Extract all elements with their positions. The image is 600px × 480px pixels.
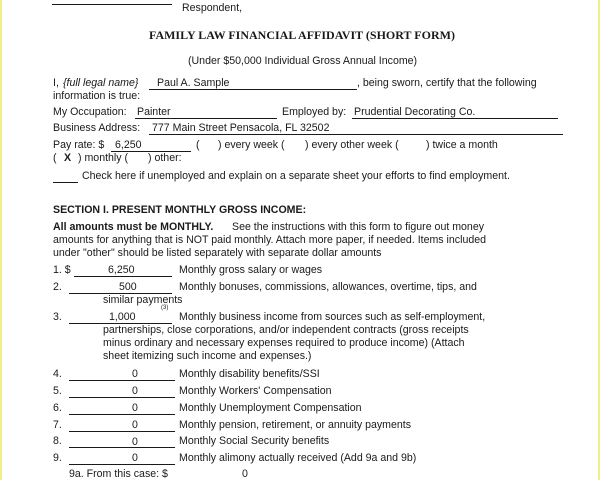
item-label: Monthly business income from sources such as self-employment, — [179, 311, 486, 323]
item-label: Monthly Unemployment Compensation — [179, 402, 362, 414]
item-label: Monthly bonuses, commissions, allowances, overtime, tips, and — [179, 281, 477, 293]
amount-field[interactable]: 1,000 — [109, 311, 136, 323]
amount-field[interactable]: 0 — [132, 419, 138, 431]
amount-line — [74, 276, 172, 277]
item-9a-label: 9a. From this case: $ — [69, 468, 168, 480]
unemployed-text: Check here if unemployed and explain on a separate sheet your efforts to find employment. — [82, 170, 510, 182]
payrate-field[interactable]: 6,250 — [115, 139, 142, 151]
unemployed-checkbox-line[interactable] — [53, 182, 78, 183]
monthly-checkmark[interactable]: X — [64, 152, 72, 164]
item-label: Monthly Social Security benefits — [179, 435, 330, 447]
amount-field[interactable]: 500 — [119, 281, 137, 293]
twice-month-option[interactable]: ) twice a month — [426, 139, 498, 151]
document-subtitle: (Under $50,000 Individual Gross Annual Income) — [188, 55, 418, 67]
amount-field[interactable]: 0 — [132, 436, 138, 448]
address-label: Business Address: — [53, 122, 141, 134]
amount-line — [69, 431, 175, 432]
footnote-marker: (3) — [161, 305, 169, 311]
name-field[interactable]: Paul A. Sample — [157, 77, 230, 89]
amount-field[interactable]: 0 — [132, 385, 138, 397]
item-number: 7. — [53, 419, 62, 431]
amount-field[interactable]: 0 — [132, 402, 138, 414]
employed-label: Employed by: — [282, 106, 347, 118]
respondent-label: Respondent, — [182, 2, 243, 14]
employer-line — [352, 118, 558, 119]
sworn-text: , being sworn, certify that the following — [357, 77, 537, 89]
amount-line — [69, 397, 175, 398]
item-number: 6. — [53, 402, 62, 414]
occupation-line — [135, 118, 277, 119]
section1-heading: SECTION I. PRESENT MONTHLY GROSS INCOME: — [53, 204, 307, 216]
amount-line — [69, 464, 175, 465]
item-number: 9. — [53, 452, 62, 464]
item-label-continued: minus ordinary and necessary expenses required to produce income) (Attach — [103, 337, 465, 349]
item-label: Monthly disability benefits/SSI — [179, 368, 320, 380]
item-number: 8. — [53, 435, 62, 447]
name-field-line — [149, 89, 357, 90]
occupation-label: My Occupation: — [53, 106, 127, 118]
item-number: 5. — [53, 385, 62, 397]
every-week-option[interactable]: ) every week ( — [218, 139, 285, 151]
address-line — [149, 134, 563, 135]
item-label: Monthly alimony actually received (Add 9a and 9b) — [179, 452, 417, 464]
item-label-continued: partnerships, close corporations, and/or independent contracts (gross receipts — [103, 324, 469, 336]
amount-field[interactable]: 0 — [132, 368, 138, 380]
item-9a-amount[interactable]: 0 — [242, 468, 248, 480]
item-label: Monthly pension, retirement, or annuity payments — [179, 419, 412, 431]
instructions-line-2: amounts for anything that is NOT paid monthly. Attach more paper, if needed. Items included — [53, 234, 487, 246]
payrate-label: Pay rate: $ — [53, 139, 105, 151]
every-other-week-option[interactable]: ) every other week ( — [305, 139, 399, 151]
amount-line — [69, 447, 175, 448]
amount-line — [69, 380, 175, 381]
item-label: Monthly Workers' Compensation — [179, 385, 332, 397]
address-field[interactable]: 777 Main Street Pensacola, FL 32502 — [152, 122, 330, 134]
i-label: I, — [53, 77, 59, 89]
amount-line — [69, 414, 175, 415]
item-number: 2. — [53, 281, 62, 293]
occupation-field[interactable]: Painter — [137, 106, 171, 118]
sworn-text-2: information is true: — [53, 90, 141, 102]
document-title: FAMILY LAW FINANCIAL AFFIDAVIT (SHORT FORM) — [149, 28, 455, 42]
monthly-bold-note: All amounts must be MONTHLY. — [53, 221, 214, 233]
item-number: 4. — [53, 368, 62, 380]
top-signature-line — [52, 4, 172, 5]
item-number: 1. $ — [53, 264, 71, 276]
monthly-option[interactable]: ) monthly ( — [78, 152, 129, 164]
item-label-continued: similar payments — [103, 294, 183, 306]
item-label: Monthly gross salary or wages — [179, 264, 323, 276]
item-number: 3. — [53, 311, 62, 323]
other-option[interactable]: ) other: — [148, 152, 182, 164]
instructions-line-3: under "other" should be listed separately with separate dollar amounts — [53, 247, 382, 259]
item-label-continued: sheet itemizing such income and expenses.) — [103, 350, 312, 362]
amount-field[interactable]: 0 — [132, 452, 138, 464]
paren-open-2: ( — [53, 152, 57, 164]
employer-field[interactable]: Prudential Decorating Co. — [354, 106, 476, 118]
name-hint: {full legal name} — [63, 77, 139, 89]
amount-field[interactable]: 6,250 — [108, 264, 135, 276]
instructions-line-1: See the instructions with this form to figure out money — [232, 221, 485, 233]
paren-open-1: ( — [196, 139, 200, 151]
